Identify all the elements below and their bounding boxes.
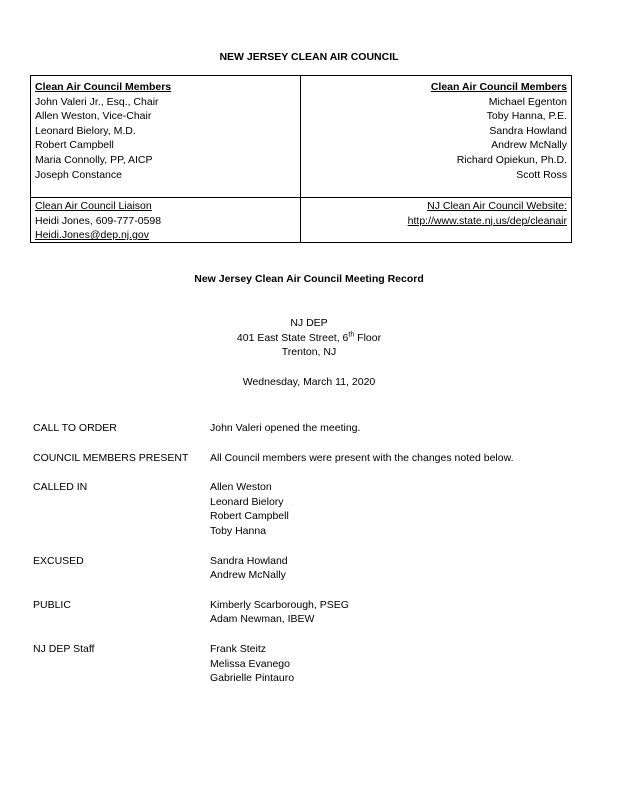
meeting-date: Wednesday, March 11, 2020 <box>242 376 376 388</box>
website-heading: NJ Clean Air Council Website: <box>427 200 567 212</box>
member-name: Sandra Howland <box>489 124 567 137</box>
entry-value: Allen Weston <box>210 481 272 494</box>
entry-values <box>210 642 593 686</box>
member-name: Andrew McNally <box>491 139 567 152</box>
entry-label: EXCUSED <box>33 554 84 567</box>
entry-value: Sandra Howland <box>210 554 288 567</box>
entry-value: Frank Steitz <box>210 642 267 655</box>
entry-value: Andrew McNally <box>210 569 286 582</box>
member-name: Scott Ross <box>516 168 567 181</box>
members-right-heading: Clean Air Council Members <box>430 81 567 93</box>
member-name: Maria Connolly, PP, AICP <box>35 153 153 166</box>
liaison-name-phone: Heidi Jones, 609-777-0598 <box>35 214 162 227</box>
members-left-heading: Clean Air Council Members <box>35 81 172 93</box>
entry-excused <box>33 554 593 583</box>
member-name: Michael Egenton <box>488 95 567 108</box>
entry-values <box>210 554 593 583</box>
entry-label: CALL TO ORDER <box>33 422 117 434</box>
entry-label: PUBLIC <box>33 598 71 611</box>
entry-values <box>210 451 593 466</box>
liaison-heading: Clean Air Council Liaison <box>35 200 152 212</box>
entry-value: Leonard Bielory <box>210 495 284 508</box>
member-name: Robert Campbell <box>35 139 114 152</box>
entry-value: Robert Campbell <box>210 510 289 523</box>
entry-values <box>210 480 593 538</box>
entry-call-to-order <box>33 421 593 436</box>
entry-values <box>210 598 593 627</box>
entry-value: Melissa Evanego <box>210 657 290 670</box>
member-name: Toby Hanna, P.E. <box>486 110 567 123</box>
member-name: Richard Opiekun, Ph.D. <box>456 153 567 166</box>
member-name: John Valeri Jr., Esq., Chair <box>35 95 159 108</box>
liaison-cell <box>31 198 301 242</box>
entry-called-in <box>33 480 593 538</box>
council-info-table <box>30 75 572 243</box>
members-right-cell <box>301 76 571 197</box>
entry-value: Gabrielle Pintauro <box>210 672 295 685</box>
members-row <box>31 76 571 198</box>
location-city: Trenton, NJ <box>281 346 337 359</box>
meeting-record-title: New Jersey Clean Air Council Meeting Record <box>194 273 424 285</box>
location-address <box>0 331 618 346</box>
website-url-link[interactable]: http://www.state.nj.us/dep/cleanair <box>407 214 567 227</box>
entry-members-present <box>33 451 593 466</box>
entry-value: Kimberly Scarborough, PSEG <box>210 598 349 611</box>
location-org: NJ DEP <box>290 317 328 329</box>
address-ordinal: th <box>348 331 355 339</box>
liaison-email-link[interactable]: Heidi.Jones@dep.nj.gov <box>35 229 149 242</box>
meeting-entries <box>33 421 593 701</box>
contact-row <box>31 198 571 242</box>
address-suffix: Floor <box>354 331 382 344</box>
meeting-location <box>0 316 618 360</box>
members-left-cell <box>31 76 301 197</box>
entry-value: Adam Newman, IBEW <box>210 613 315 626</box>
address-prefix: 401 East State Street, 6 <box>236 331 349 344</box>
entry-public <box>33 598 593 627</box>
entry-label: COUNCIL MEMBERS PRESENT <box>33 451 189 464</box>
entry-dep-staff <box>33 642 593 686</box>
entry-label: CALLED IN <box>33 481 88 494</box>
page-title: NEW JERSEY CLEAN AIR COUNCIL <box>219 51 399 63</box>
entry-values <box>210 421 593 436</box>
website-cell <box>301 198 571 242</box>
entry-value: Toby Hanna <box>210 524 267 537</box>
member-name: Allen Weston, Vice-Chair <box>35 110 152 123</box>
member-name: Leonard Bielory, M.D. <box>35 124 136 137</box>
member-name: Joseph Constance <box>35 168 122 181</box>
entry-value: John Valeri opened the meeting. <box>210 422 361 434</box>
entry-label: NJ DEP Staff <box>33 642 95 655</box>
entry-value: All Council members were present with the changes noted below. <box>210 451 514 464</box>
